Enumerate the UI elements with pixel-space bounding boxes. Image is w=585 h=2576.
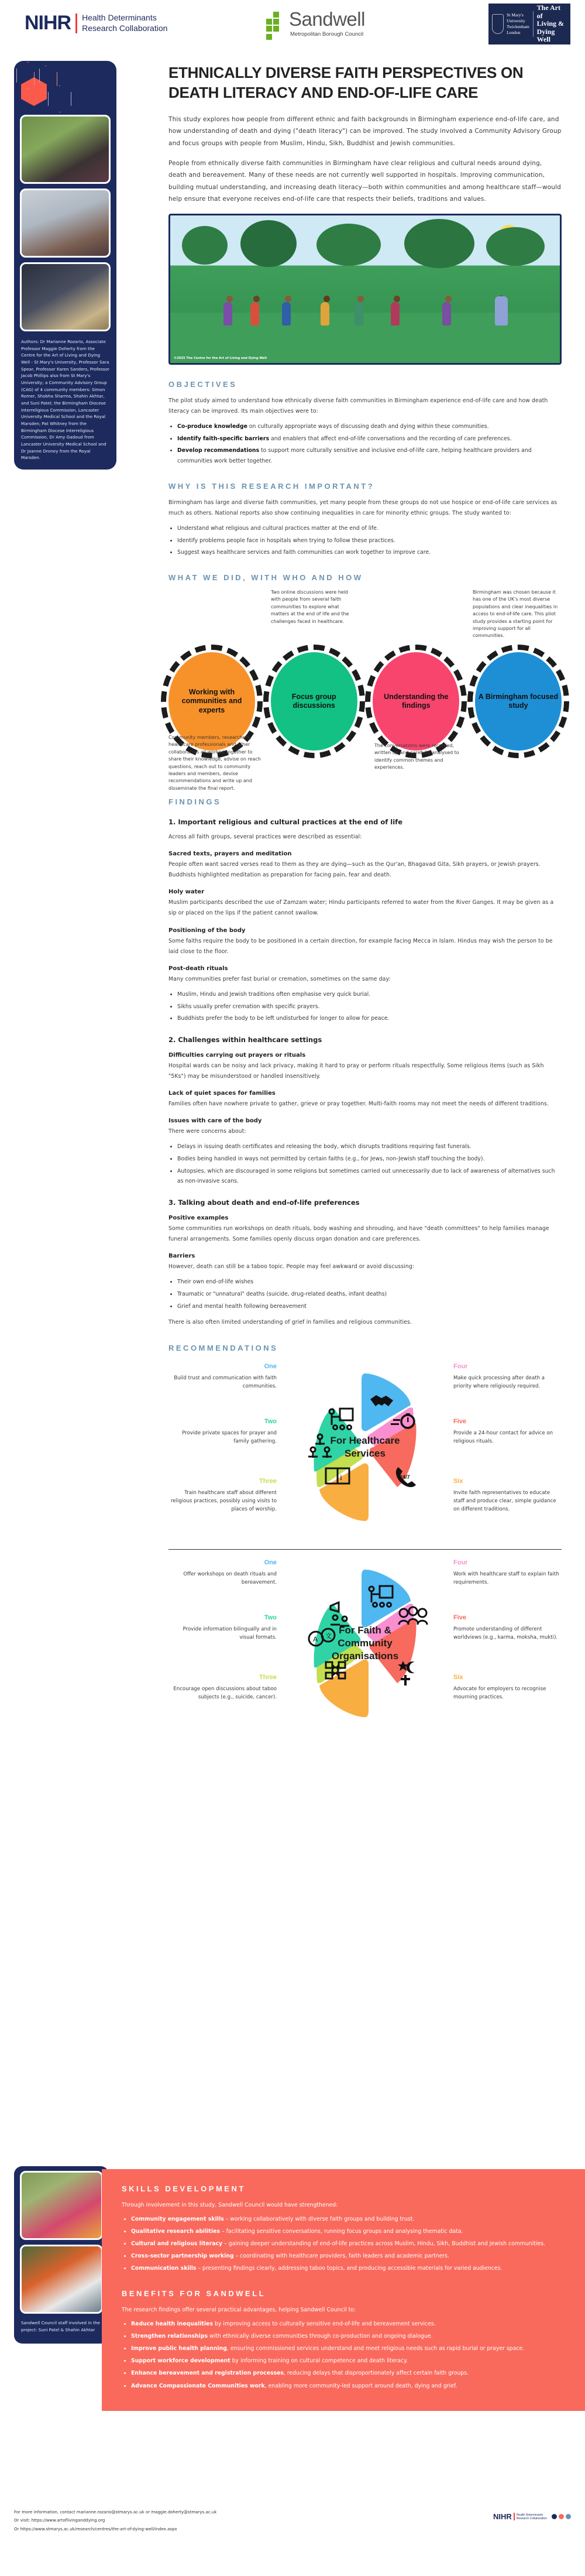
positive-examples-body: Some communities run workshops on death rituals, body washing and shrouding, and have "death committees" to help families manage funeral arrangements. Some families openly discuss organ donation and care preferences.: [168, 1225, 549, 1243]
findings-subheading-3: 3. Talking about death and end-of-life preferences: [168, 1198, 360, 1207]
challenge-body: Hospital wards can be noisy and lack privacy, making it hard to pray or perform rituals respectfully. Some religious items (such as Sikh "5Ks") may be misunderstood or handled insensitively.: [168, 1062, 544, 1080]
list-item: • Qualitative research abilities – facilitating sensitive conversations, running focus groups and analysing thematic data.: [131, 2226, 565, 2237]
staff-photo-1: [20, 2171, 103, 2240]
finding-block-title: Holy water: [168, 889, 205, 896]
benefits-intro: The research findings offer several practical advantages, helping Sandwell Council to:: [122, 2307, 356, 2314]
page-title: ETHNICALLY DIVERSE FAITH PERSPECTIVES ON DEATH LITERACY AND END-OF-LIFE CARE: [168, 64, 524, 101]
coral-panel: [102, 2169, 585, 2411]
list-item: • Develop recommendations to support more culturally sensitive and inclusive end-of-life care, helping healthcare providers and communities work better together.: [177, 446, 562, 466]
logo-bar: [0, 0, 585, 56]
footer-nihr-wordmark: NIHR: [493, 2512, 512, 2521]
rec2-label-six: Six Advocate for employers to recognise mourning practices.: [453, 1673, 546, 1700]
footer-contact: For more information, contact marianne.rozario@stmarys.ac.uk or maggie.doherty@stmarys.ac.uk: [14, 2510, 217, 2515]
recommendations-wheel-faith: [168, 1556, 562, 1731]
method-note-birmingham: Birmingham was chosen because it has one of the UK's most diverse populations and clear inequalities in access to end-of-life care. This pilot study provides a starting point for improving support for all communities.: [473, 589, 558, 639]
wheel-center-label: For Healthcare Services: [330, 1434, 400, 1459]
rec-label-four: Four Make quick processing after death a priority where religiously required.: [453, 1362, 545, 1389]
stmarys-line2: University: [507, 18, 525, 23]
art-line1: The Art of: [536, 4, 560, 20]
body-care-intro: There were concerns about:: [168, 1128, 246, 1135]
list-item: • Cross-sector partnership working – coordinating with healthcare providers, faith leaders and academic partners.: [131, 2251, 565, 2262]
barriers-intro: However, death can still be a taboo topic. People may feel awkward or avoid discussing:: [168, 1263, 415, 1270]
finding-block-body: People often want sacred verses read to them as they are dying—such as the Qur'an, Bhagavad Gita, Sikh prayers, or Jewish prayers. Buddhists highlighted meditation as preparation for facing pain, fear and death.: [168, 861, 541, 879]
challenge-title: Difficulties carrying out prayers or rituals: [168, 1051, 306, 1059]
why-heading: WHY IS THIS RESEARCH IMPORTANT?: [168, 481, 375, 491]
skills-list: [122, 2214, 565, 2274]
left-sidebar: [14, 61, 116, 470]
list-item: • Buddhists prefer the body to be left undisturbed for longer to allow for peace.: [177, 1013, 562, 1024]
stmarys-logo: [488, 4, 570, 44]
rec-label-three: Three Train healthcare staff about different religious practices, possibly using visits to places of worship.: [170, 1477, 277, 1512]
list-item: • Delays in issuing death certificates and releasing the body, which disrupts traditions requiring fast funerals.: [177, 1142, 562, 1152]
list-item: • Reduce health inequalities by improving access to culturally sensitive end-of-life and bereavement services.: [131, 2319, 565, 2330]
rec-label-six: Six Invite faith representatives to educate staff and produce clear, simple guidance on different traditions.: [453, 1477, 556, 1512]
logo-divider: [533, 11, 534, 37]
rec2-label-five: Five Promote understanding of different worldviews (e.g., karma, moksha, mukti).: [453, 1614, 558, 1640]
list-item: • Bodies being handled in ways not permitted by certain faiths (e.g., for Jews, non-Jewish staff touching the body).: [177, 1154, 562, 1164]
staff-photo-caption: Sandwell Council staff involved in the project: Suni Patel & Shahin Akhtar: [21, 2320, 100, 2332]
method-note-collaboration: Community members, researchers, healthcare professionals and other collaborators all worked together to share their knowledge, advise on reach questions, reach out to community leaders and members, devise recommendations and write up and disseminate the final report.: [168, 734, 261, 791]
rec2-label-four: Four Work with healthcare staff to explain faith requirements.: [453, 1558, 559, 1585]
list-item: • Traumatic or "unnatural" deaths (suicide, drug-related deaths, infant deaths): [177, 1289, 562, 1300]
findings-heading: FINDINGS: [168, 797, 222, 806]
footer: [14, 2509, 571, 2534]
sandwell-tagline: Metropolitan Borough Council: [290, 31, 364, 37]
bottom-sidebar: [14, 2166, 109, 2344]
staff-photo-2: [20, 2245, 103, 2314]
author-photo-1: [20, 115, 111, 184]
recommendations-wheel-healthcare: [168, 1359, 562, 1550]
hexagon-wheel-1: [292, 1359, 438, 1535]
objectives-list: [168, 422, 562, 467]
findings-intro: Across all faith groups, several practices were described as essential:: [168, 833, 362, 840]
art-of-living-name: [537, 4, 567, 43]
rec-label-two: Two Provide private spaces for prayer and family gathering.: [182, 1417, 277, 1444]
svg-text:A: A: [313, 1635, 318, 1643]
art-line2: Living &: [536, 19, 564, 28]
author-photo-2: [20, 189, 111, 258]
list-item: • Co-produce knowledge on culturally appropriate ways of discussing death and dying within these communities.: [177, 422, 562, 432]
sandwell-grid-icon: [266, 12, 286, 40]
post-death-intro: Many communities prefer fast burial or cremation, sometimes on the same day:: [168, 975, 391, 982]
objectives-heading: OBJECTIVES: [168, 379, 238, 389]
author-photo-3: [20, 262, 111, 331]
hex-decoration: [14, 61, 116, 115]
rec2-label-three: Three Encourage open discussions about taboo subjects (e.g., suicide, cancer).: [173, 1673, 277, 1700]
what-we-did-heading: WHAT WE DID, WITH WHO AND HOW: [168, 573, 363, 582]
body-care-list: [168, 1142, 562, 1187]
challenge-title: Lack of quiet spaces for families: [168, 1090, 276, 1097]
method-circle-1: Working with communities and experts: [168, 652, 255, 751]
nihr-subtitle-line2: Research Collaboration: [82, 23, 168, 33]
method-circle-2: Focus group discussions: [271, 652, 357, 751]
nihr-subtitle: [82, 13, 167, 33]
sandwell-logo: [266, 9, 365, 40]
rec-label-five: Five Provide a 24-hour contact for advice on religious rituals.: [453, 1417, 553, 1444]
footer-link-2[interactable]: Or https://www.stmarys.ac.uk/research/centres/the-art-of-dying-well/index.aspx: [14, 2526, 177, 2532]
why-list: [168, 523, 562, 558]
nihr-logo: [25, 12, 167, 35]
rec-label-one: One Build trust and communication with faith communities.: [174, 1362, 277, 1389]
rec2-label-one: One Offer workshops on death rituals and bereavement.: [183, 1558, 277, 1585]
list-item: • Communication skills – presenting findings clearly, addressing taboo topics, and producing accessible materials for varied audiences.: [131, 2263, 565, 2274]
list-item: • Advance Compassionate Communities work, enabling more community-led support around death, dying and grief.: [131, 2381, 565, 2392]
benefits-list: [122, 2319, 565, 2392]
list-item: • Cultural and religious literacy – gaining deeper understanding of end-of-life practices across Muslim, Hindu, Sikh, Buddhist and Jewish communities.: [131, 2239, 565, 2249]
intro-paragraph-2: People from ethnically diverse faith communities in Birmingham have clear religious and cultural needs around dying, death and bereavement. Many of these needs are not currently well supported in hospitals. Improving communication, building mutual understanding, and increasing death literacy—both within communities and among healthcare staff—would help ensure that everyone receives end-of-life care that respects their beliefs, traditions and values.: [168, 160, 561, 203]
footer-nihr-divider: [514, 2513, 515, 2520]
list-item: • Muslim, Hindu and Jewish traditions often emphasise very quick burial.: [177, 989, 562, 1000]
list-item: • Sikhs usually prefer cremation with specific prayers.: [177, 1002, 562, 1012]
list-item: • Improve public health planning, ensuring commissioned services understand and meet religious needs such as rapid burial or prayer space.: [131, 2344, 565, 2354]
finding-block-title: Positioning of the body: [168, 927, 246, 934]
list-item: • Understand what religious and cultural practices matter at the end of life.: [177, 523, 562, 534]
rec2-label-two: Two Provide information bilingually and in visual formats.: [183, 1614, 277, 1640]
finding-block-body: Some faiths require the body to be positioned in a certain direction, for example facing Mecca in Islam. Hindus may wish the person to be laid close to the floor.: [168, 937, 553, 955]
stmarys-name: [507, 12, 529, 36]
nihr-wordmark: NIHR: [25, 12, 71, 34]
skills-intro: Through involvement in this study, Sandwell Council would have strengthened:: [122, 2202, 338, 2208]
crest-icon: [492, 14, 504, 34]
findings-subheading-2: 2. Challenges within healthcare settings: [168, 1035, 322, 1044]
svg-text:24/7: 24/7: [400, 1474, 410, 1480]
list-item: • Enhance bereavement and registration processes, reducing delays that disproportionately affect certain faith groups.: [131, 2368, 565, 2379]
sandwell-text: [289, 9, 365, 37]
list-item: • Their own end-of-life wishes: [177, 1277, 562, 1287]
footer-dot-logos: [552, 2514, 571, 2519]
method-note-analysis: The conversations were recorded, written up and carefully analysed to identify common themes and experiences.: [374, 742, 459, 770]
hero-credit: ©2025 The Centre for the Art of Living and Dying Well: [174, 356, 267, 360]
barriers-list: [168, 1277, 562, 1311]
list-item: • Identify faith-specific barriers and enablers that affect end-of-life conversations and the recording of care preferences.: [177, 434, 562, 444]
art-line3: Dying Well: [536, 27, 555, 44]
authors-text: Authors: Dr Marianne Rozario, Associate Professor Maggie Doherty from the Centre for the Art of Living and Dying Well - St Mary's University, Professor Sara Spear, Professor Karen Sanders, Professor Jacob Phillips also from St Mary's University; a Community Advisory Group (CAG) of 4 community members: Simon Romer, Shobha Sharma, Shahin Akhtar, and Suni Patel; the Birmingham Diocese Interreligious Commission, Lancaster University Medical School and the Royal Marsden; Pat Whitney from the Birmingham Diocese Interreligious Commission, Dr Amy Gadoud from Lancaster University Medical School and Dr Joanne Droney from the Royal Marsden.: [21, 339, 109, 461]
list-item: • Grief and mental health following bereavement: [177, 1301, 562, 1312]
svg-text:文: 文: [325, 1632, 332, 1640]
method-diagram: [168, 589, 562, 791]
list-item: • Identify problems people face in hospitals when trying to follow these practices.: [177, 536, 562, 546]
stmarys-line1: St Mary's: [507, 12, 524, 18]
finding-block-title: Sacred texts, prayers and meditation: [168, 851, 292, 858]
post-death-list: [168, 989, 562, 1024]
positive-examples-title: Positive examples: [168, 1215, 229, 1222]
body-care-title: Issues with care of the body: [168, 1118, 262, 1125]
method-circle-4: A Birmingham focused study: [475, 652, 562, 751]
main-column: [168, 63, 562, 1731]
list-item: • Community engagement skills – working collaboratively with diverse faith groups and building trust.: [131, 2214, 565, 2225]
objectives-intro: The pilot study aimed to understand how ethnically diverse faith communities in Birmingham experience end-of-life care and how death literacy can be improved. Its main objectives were to:: [168, 397, 548, 415]
svg-text:i: i: [340, 1473, 342, 1482]
footer-nihr-subtitle: Health Determinants Research Collaboration: [516, 2513, 547, 2520]
benefits-heading: BENEFITS FOR SANDWELL: [122, 2289, 266, 2298]
stmarys-line3: Twickenham: [507, 24, 529, 29]
nihr-subtitle-line1: Health Determinants: [82, 13, 157, 22]
stmarys-line4: London: [507, 30, 521, 36]
skills-heading: SKILLS DEVELOPMENT: [122, 2184, 246, 2193]
recommendations-heading: RECOMMENDATIONS: [168, 1343, 278, 1352]
method-note-online-discussions: Two online discussions were held with people from several faith communities to explore what matters at the end of life and the challenges faced in healthcare.: [271, 589, 349, 624]
intro-paragraph-1: This study explores how people from different ethnic and faith backgrounds in Birmingham experience end-of-life care, and how understanding of death and dying ("death literacy") can be improved. The study involved a Community Advisory Group and focus groups with people from Muslim, Hindu, Sikh, Buddhist and Jewish communities.: [168, 115, 562, 147]
sandwell-name: Sandwell: [289, 8, 365, 30]
method-circle-3: Understanding the findings: [373, 652, 459, 751]
list-item: • Strengthen relationships with ethnically diverse communities through co-production and ongoing dialogue.: [131, 2331, 565, 2342]
finding-block-body: Muslim participants described the use of Zamzam water; Hindu participants referred to water from the River Ganges. It may be given as a sip or placed on the lips if the patient cannot swallow.: [168, 899, 554, 917]
list-item: • Suggest ways healthcare services and faith communities can work together to improve care.: [177, 547, 562, 558]
post-death-title: Post-death rituals: [168, 965, 228, 972]
findings-subheading-1: 1. Important religious and cultural practices at the end of life: [168, 817, 402, 826]
footer-logos: [493, 2512, 571, 2521]
footer-nihr-logo: [493, 2512, 547, 2521]
wheel-center-label: For Faith & Community Organisations: [331, 1624, 399, 1662]
hexagon-wheel-2: [292, 1556, 438, 1731]
list-item: • Support workforce development by informing training on cultural competence and death literacy.: [131, 2356, 565, 2366]
barriers-title: Barriers: [168, 1253, 195, 1260]
nihr-divider: [75, 13, 77, 33]
why-intro: Birmingham has large and diverse faith communities, yet many people from these groups do not use hospice or end-of-life care services as much as others. National reports also show continuing inequalities in care for minority ethnic groups. The study wanted to:: [168, 499, 558, 516]
footer-link-1[interactable]: Or visit: https://www.artoflivinganddying.org: [14, 2518, 105, 2523]
hero-illustration: [168, 214, 562, 365]
list-item: • Autopsies, which are discouraged in some religions but sometimes carried out unnecessarily due to lack of awareness of alternatives such as non-invasive scans.: [177, 1166, 562, 1187]
barriers-closing: There is also often limited understanding of grief in families and religious communities.: [168, 1319, 412, 1326]
section-divider: [168, 1549, 562, 1550]
challenge-body: Families often have nowhere private to gather, grieve or pray together. Multi-faith rooms may not meet the needs of different traditions.: [168, 1101, 549, 1108]
